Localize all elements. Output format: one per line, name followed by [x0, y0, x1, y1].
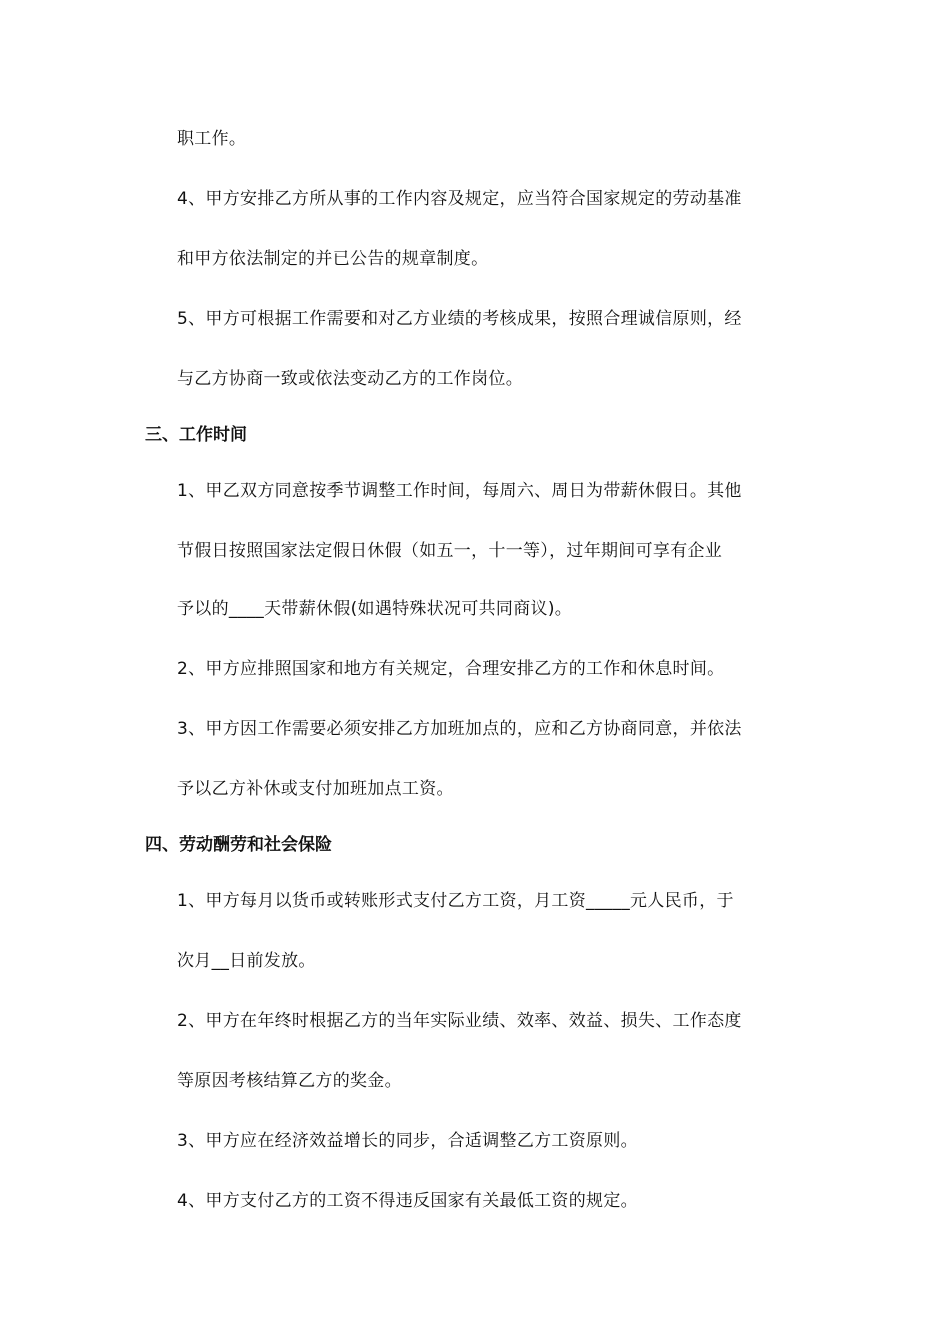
paragraph-line: 3、甲方因工作需要必须安排乙方加班加点的，应和乙方协商同意，并依法: [177, 719, 742, 739]
paragraph-line: 4、甲方安排乙方所从事的工作内容及规定，应当符合国家规定的劳动基准: [177, 189, 742, 209]
paragraph-line: 1、甲乙双方同意按季节调整工作时间，每周六、周日为带薪休假日。其他: [177, 481, 742, 501]
paragraph-line: 职工作。: [177, 129, 247, 149]
paragraph-line: 予以乙方补休或支付加班加点工资。: [177, 779, 454, 799]
paragraph-line: 1、甲方每月以货币或转账形式支付乙方工资，月工资_____元人民币，于: [177, 891, 734, 911]
paragraph-line: 予以的____天带薪休假(如遇特殊状况可共同商议)。: [177, 599, 573, 619]
paragraph-line: 3、甲方应在经济效益增长的同步，合适调整乙方工资原则。: [177, 1131, 638, 1151]
paragraph-line: 次月__日前发放。: [177, 951, 316, 971]
paragraph-line: 4、甲方支付乙方的工资不得违反国家有关最低工资的规定。: [177, 1191, 638, 1211]
paragraph-line: 2、甲方在年终时根据乙方的当年实际业绩、效率、效益、损失、工作态度: [177, 1011, 742, 1031]
paragraph-line: 2、甲方应排照国家和地方有关规定，合理安排乙方的工作和休息时间。: [177, 659, 725, 679]
paragraph-line: 5、甲方可根据工作需要和对乙方业绩的考核成果，按照合理诚信原则，经: [177, 309, 742, 329]
paragraph-line: 节假日按照国家法定假日休假（如五一，十一等），过年期间可享有企业: [177, 541, 723, 561]
section-heading: 四、劳动酬劳和社会保险: [145, 835, 332, 855]
section-heading: 三、工作时间: [145, 425, 247, 445]
paragraph-line: 和甲方依法制定的并已公告的规章制度。: [177, 249, 489, 269]
paragraph-line: 等原因考核结算乙方的奖金。: [177, 1071, 402, 1091]
paragraph-line: 与乙方协商一致或依法变动乙方的工作岗位。: [177, 369, 523, 389]
